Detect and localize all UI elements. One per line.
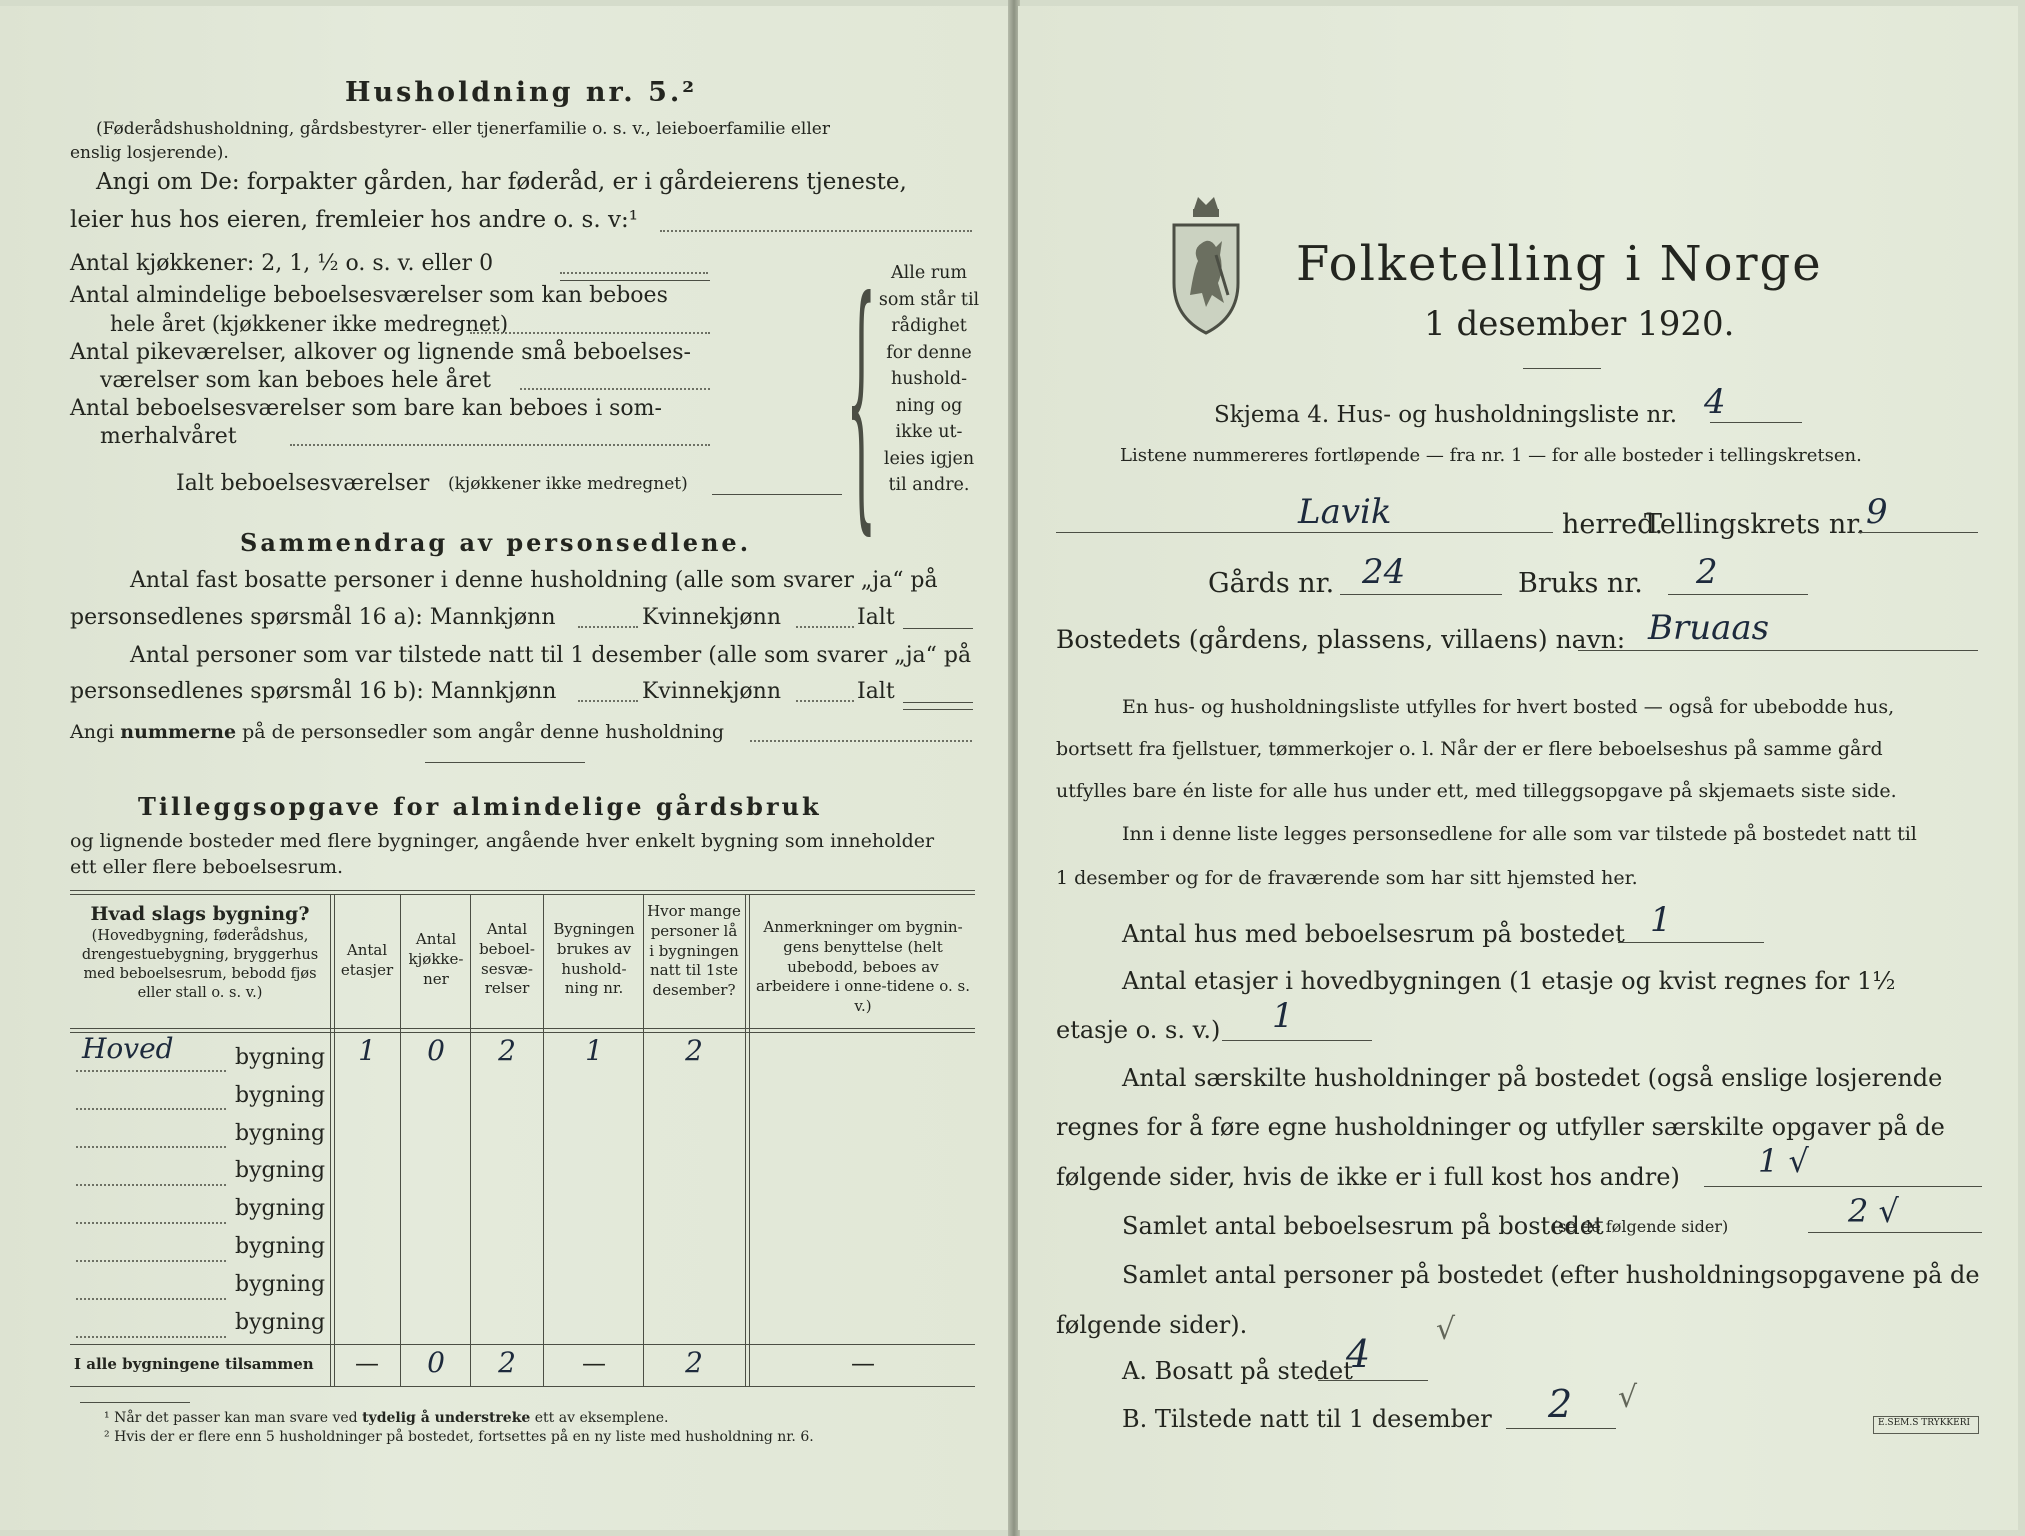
q-etasjer-1: Antal etasjer i hovedbygningen (1 etasje og kvist regnes for 1½ <box>1122 967 1896 995</box>
left-page <box>0 6 1010 1530</box>
row-1-etasjer: 1 <box>358 1034 376 1067</box>
side-note-line: til andre. <box>888 475 970 495</box>
footnote-1 <box>104 1411 668 1426</box>
q-total-sub: (kjøkkener ikke medregnet) <box>448 474 688 494</box>
skjema-label: Skjema 4. Hus- og husholdningsliste nr. <box>1214 402 1678 428</box>
angi-line-2: leier hus hos eieren, fremleier hos andre o. s. v:¹ <box>70 207 638 233</box>
col0-header <box>74 902 326 1004</box>
printer-stamp <box>1873 1416 1979 1434</box>
skjema-value: 4 <box>1704 382 1726 422</box>
side-note-line: hushold- <box>890 369 968 389</box>
q-b-value: 2 <box>1548 1382 1573 1426</box>
instr-5: 1 desember og for de fraværende som har sitt hjemsted her. <box>1056 867 1638 889</box>
instr-3: utfylles bare én liste for alle hus under ett, med tilleggsopgave på skjemaets siste side. <box>1056 780 1897 802</box>
q-etasjer-value: 1 <box>1272 996 1294 1036</box>
col-header-kjokkener: Antal kjøkke-ner <box>408 930 464 988</box>
q-rum-label: Samlet antal beboelsesrum på bostedet <box>1122 1212 1604 1240</box>
gards-value: 24 <box>1362 552 1406 592</box>
ialt-label: Ialt <box>857 605 895 630</box>
q-hus-label: Antal hus med beboelsesrum på bostedet <box>1122 920 1625 948</box>
stamp-text: E.SEM.S TRYKKERI <box>1878 1418 1971 1428</box>
kvinne-label: Kvinnekjønn <box>642 605 781 630</box>
q-rooms-3: Antal beboelsesværelser som bare kan beboes i som- <box>70 396 662 421</box>
side-note-line: Alle rum <box>891 263 967 283</box>
sum-3-post: på de personsedler som angår denne husholdning <box>242 721 725 743</box>
q-rooms-2b: værelser som kan beboes hele året <box>100 368 491 393</box>
col-header-husholdning: Bygningen brukes av hushold-ning nr. <box>553 920 635 998</box>
census-date: 1 desember 1920. <box>1424 304 1735 344</box>
household-title: Husholdning nr. 5.² <box>345 77 698 108</box>
bosted-label: Bostedets (gårdens, plassens, villaens) navn: <box>1056 625 1626 654</box>
side-note <box>870 260 988 499</box>
col-header-vaerelser: Antal beboel-sesvæ-relser <box>479 920 535 998</box>
q-rooms-2: Antal pikeværelser, alkover og lignende små beboelses- <box>70 340 691 365</box>
side-note-line: leies igjen <box>883 448 975 469</box>
row-6-suffix: bygning <box>235 1234 326 1259</box>
total-label: I alle bygningene tilsammen <box>74 1355 314 1373</box>
side-note-line: rådighet <box>891 316 967 336</box>
intro-note: (Føderådshusholdning, gårdsbestyrer- eller tjenerfamilie o. s. v., leieboerfamilie eller <box>96 119 830 139</box>
q-rooms-1: Antal almindelige beboelsesværelser som kan beboes <box>70 283 668 308</box>
row-1-personer: 2 <box>685 1034 703 1067</box>
bruks-value: 2 <box>1696 552 1718 592</box>
supplement-title: Tilleggsopgave for almindelige gårdsbruk <box>138 792 822 821</box>
q-rooms-3b: merhalvåret <box>100 424 237 449</box>
sum-3 <box>70 722 724 743</box>
col0-title: Hvad slags bygning? <box>90 903 310 925</box>
supplement-line-2: ett eller flere beboelsesrum. <box>70 856 344 878</box>
sum-1b: personsedlenes spørsmål 16 a): Mannkjønn <box>70 605 556 630</box>
footnote-2: ² Hvis der er flere enn 5 husholdninger på bostedet, fortsettes på en ny liste med husholdning nr. 6. <box>104 1429 814 1445</box>
row-3-suffix: bygning <box>235 1121 326 1146</box>
summary-title: Sammendrag av personsedlene. <box>240 528 752 557</box>
row-1-name: Hoved <box>82 1032 174 1065</box>
intro-note-2: enslig losjerende). <box>70 143 229 163</box>
total-anmerkninger: — <box>851 1349 875 1377</box>
total-etasjer: — <box>355 1349 379 1377</box>
brace: { <box>846 246 877 561</box>
coat-of-arms-icon <box>1168 191 1244 341</box>
row-7-suffix: bygning <box>235 1272 326 1297</box>
row-2-suffix: bygning <box>235 1083 326 1108</box>
sum-3-pre: Angi <box>70 721 115 743</box>
q-hush-2: regnes for å føre egne husholdninger og utfyller særskilte opgaver på de <box>1056 1113 1945 1141</box>
row-8-suffix: bygning <box>235 1310 326 1335</box>
instr-1: En hus- og husholdningsliste utfylles for hvert bosted — også for ubebodde hus, <box>1122 696 1895 718</box>
q-rooms-1b: hele året (kjøkkener ikke medregnet) <box>110 312 509 336</box>
total-personer: 2 <box>685 1346 703 1379</box>
bruks-label: Bruks nr. <box>1518 568 1643 599</box>
q-pers-1: Samlet antal personer på bostedet (efter husholdningsopgavene på de <box>1122 1261 1980 1289</box>
total-vaerelser: 2 <box>498 1346 516 1379</box>
total-kjokkener: 0 <box>427 1346 445 1379</box>
footnote-1a: ¹ Når det passer kan man svare ved <box>104 1410 358 1426</box>
main-title: Folketelling i Norge <box>1296 236 1823 292</box>
ialt-label-2: Ialt <box>857 679 895 704</box>
krets-value: 9 <box>1866 492 1888 532</box>
sum-3-bold: nummerne <box>120 721 237 743</box>
herred-value: Lavik <box>1298 492 1392 532</box>
q-pers-2: følgende sider). <box>1056 1311 1248 1339</box>
col-header-personer: Hvor mange personer lå i bygningen natt til 1ste desember? <box>647 902 741 1000</box>
krets-label: Tellingskrets nr. <box>1644 509 1865 540</box>
row-1-suffix: bygning <box>235 1045 326 1070</box>
footnote-1b: tydelig å understreke <box>362 1410 531 1426</box>
instr-2: bortsett fra fjellstuer, tømmerkojer o. l. Når der er flere beboelseshus på samme gård <box>1056 738 1883 760</box>
sum-2a: Antal personer som var tilstede natt til 1 desember (alle som svarer „ja“ på <box>130 643 972 668</box>
side-note-line: ning og <box>895 395 963 416</box>
angi-line-1: Angi om De: forpakter gården, har føderåd, er i gårdeierens tjeneste, <box>96 169 907 195</box>
q-hus-value: 1 <box>1650 900 1672 940</box>
col-header-etasjer: Antal etasjer <box>340 941 394 979</box>
col-header-anmerkninger: Anmerkninger om bygnin-gens benyttelse (helt ubebodd, beboes av arbeidere i onne-tidene o. s. v.) <box>756 918 970 1016</box>
side-note-line: for denne <box>886 342 972 363</box>
right-page <box>1018 6 2018 1530</box>
sum-1a: Antal fast bosatte personer i denne husholdning (alle som svarer „ja“ på <box>130 568 938 593</box>
q-total: Ialt beboelsesværelser <box>176 471 430 496</box>
bosted-value: Bruaas <box>1648 608 1770 648</box>
total-husholdning: — <box>582 1349 606 1377</box>
supplement-line-1: og lignende bosteder med flere bygninger, angående hver enkelt bygning som inneholder <box>70 830 935 852</box>
q-b-check: √ <box>1618 1380 1638 1415</box>
q-kitchens: Antal kjøkkener: 2, 1, ½ o. s. v. eller 0 <box>70 251 494 276</box>
q-hush-value: 1 √ <box>1758 1142 1809 1180</box>
side-note-line: ikke ut- <box>895 422 963 442</box>
q-a-check: √ <box>1436 1312 1456 1347</box>
footnote-1c: ett av eksemplene. <box>534 1410 669 1426</box>
q-a-value: 4 <box>1346 1332 1371 1376</box>
sum-2b: personsedlenes spørsmål 16 b): Mannkjønn <box>70 679 557 704</box>
col0-sub: (Hovedbygning, føderådshus, drengestuebygning, bryggerhus med beboelsesrum, bebodd fjøs eller stall o. s. v.) <box>81 928 319 1002</box>
q-hush-1: Antal særskilte husholdninger på bostedet (også enslige losjerende <box>1122 1064 1943 1092</box>
listene-note: Listene nummereres fortløpende — fra nr. 1 — for alle bosteder i tellingskretsen. <box>1120 445 1862 466</box>
row-1-husholdning: 1 <box>585 1034 603 1067</box>
q-rum-value: 2 √ <box>1848 1192 1899 1230</box>
q-b-label: B. Tilstede natt til 1 desember <box>1122 1405 1492 1433</box>
instr-4: Inn i denne liste legges personsedlene for alle som var tilstede på bostedet natt til <box>1122 823 1917 845</box>
q-rum-small: (se de følgende sider) <box>1552 1217 1729 1236</box>
row-1-kjokkener: 0 <box>427 1034 445 1067</box>
q-a-label: A. Bosatt på stedet <box>1122 1357 1353 1385</box>
side-note-line: som står til <box>878 289 980 310</box>
row-5-suffix: bygning <box>235 1196 326 1221</box>
herred-label: herred. <box>1562 509 1664 540</box>
q-etasjer-2: etasje o. s. v.) <box>1056 1016 1221 1044</box>
q-hush-3: følgende sider, hvis de ikke er i full kost hos andre) <box>1056 1163 1680 1191</box>
kvinne-label-2: Kvinnekjønn <box>642 679 781 704</box>
row-1-vaerelser: 2 <box>498 1034 516 1067</box>
gards-label: Gårds nr. <box>1208 568 1335 599</box>
row-4-suffix: bygning <box>235 1158 326 1183</box>
